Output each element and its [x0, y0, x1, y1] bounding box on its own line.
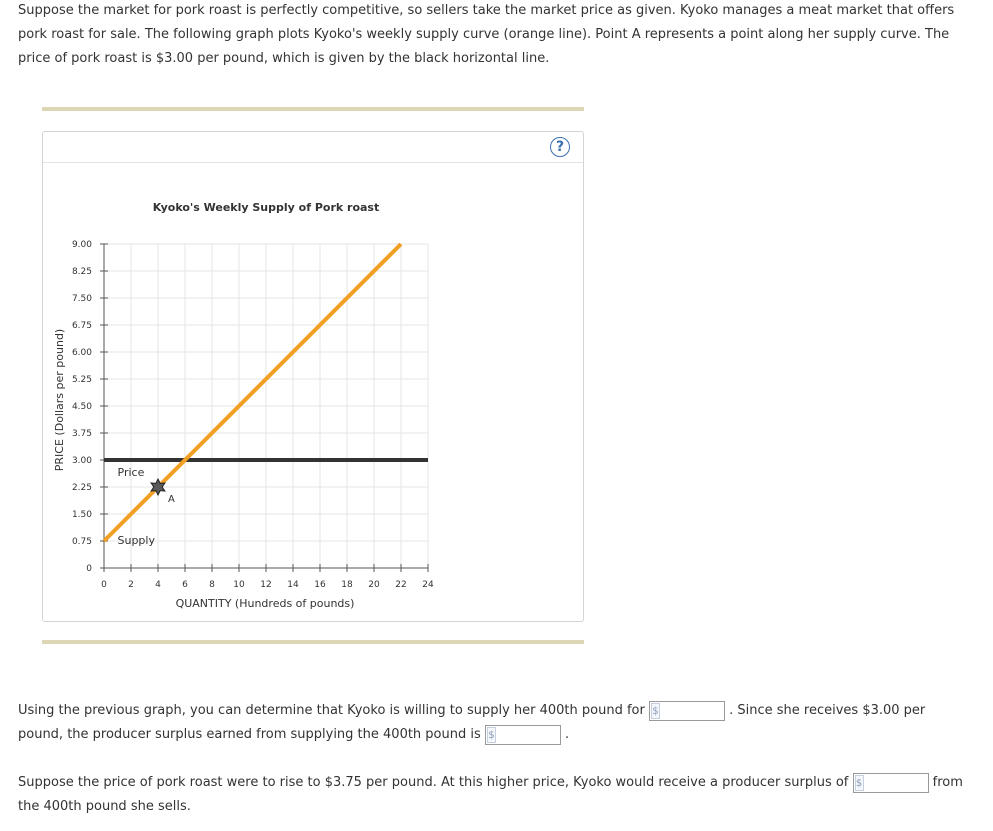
question-1-text-c: . [565, 727, 570, 742]
y-tick-label: 3.00 [71, 456, 92, 466]
y-tick-label: 7.50 [71, 294, 92, 304]
question-1 [18, 699, 973, 747]
chart-title: Kyoko's Weekly Supply of Pork roast [152, 201, 380, 214]
surplus-at-375-input[interactable] [853, 773, 929, 793]
x-tick-label: 16 [314, 580, 326, 590]
help-button[interactable]: ? [550, 137, 570, 157]
question-1-text-b: . Since she receives $3.00 per pound, the producer surplus earned from supplying the 400th pound is [18, 703, 926, 742]
x-tick-label: 10 [233, 580, 245, 590]
y-tick-label: 9.00 [71, 240, 92, 250]
x-tick-label: 12 [260, 580, 272, 590]
bottom-divider [42, 640, 584, 644]
y-tick-label: 0.75 [71, 537, 92, 547]
x-tick-label: 22 [395, 580, 407, 590]
x-tick-label: 2 [128, 580, 134, 590]
y-tick-label: 5.25 [71, 375, 92, 385]
point-a-label: A [168, 494, 175, 505]
dollar-sign-icon: $ [487, 727, 496, 743]
y-tick-label: 4.50 [71, 402, 92, 412]
x-tick-label: 20 [368, 580, 380, 590]
question-2-text-a: Suppose the price of pork roast were to rise to $3.75 per pound. At this higher price, Kyoko would receive a producer surplus of [18, 775, 849, 790]
x-axis-label: QUANTITY (Hundreds of pounds) [175, 597, 355, 610]
producer-surplus-input[interactable] [485, 725, 561, 745]
supply-price-input[interactable] [649, 701, 725, 721]
y-tick-label: 1.50 [71, 510, 92, 520]
x-tick-label: 4 [155, 580, 161, 590]
supply-line [104, 244, 401, 541]
x-tick-label: 8 [209, 580, 215, 590]
y-tick-label: 2.25 [71, 483, 92, 493]
question-2 [18, 771, 973, 819]
graph-panel [42, 131, 584, 622]
y-axis-label: PRICE (Dollars per pound) [53, 328, 66, 472]
x-tick-label: 18 [341, 580, 353, 590]
dollar-sign-icon: $ [651, 703, 660, 719]
x-tick-label: 24 [422, 580, 434, 590]
y-tick-label: 3.75 [71, 429, 92, 439]
x-tick-label: 14 [287, 580, 299, 590]
y-tick-label: 0 [86, 564, 92, 574]
y-tick-label: 6.00 [71, 348, 92, 358]
x-tick-label: 6 [182, 580, 188, 590]
x-tick-label: 0 [101, 580, 107, 590]
supply-line-label: Supply [117, 534, 155, 548]
top-divider [42, 107, 584, 111]
dollar-sign-icon: $ [855, 775, 864, 791]
price-line-label: Price [117, 466, 145, 480]
question-1-text-a: Using the previous graph, you can determine that Kyoko is willing to supply her 400th pound for [18, 703, 645, 718]
supply-chart [43, 132, 583, 621]
question-2-text-b: from the 400th pound she sells. [18, 775, 963, 814]
y-tick-label: 8.25 [71, 267, 92, 277]
y-tick-label: 6.75 [71, 321, 92, 331]
intro-text: Suppose the market for pork roast is perfectly competitive, so sellers take the market price as given. Kyoko manages a meat market that offers pork roast for sale. The following graph plots Kyoko's weekly supply curve (orange line). Point A represents a point along her supply curve. The price of pork roast is $3.00 per pound, which is given by the black horizontal line. [18, 3, 955, 66]
